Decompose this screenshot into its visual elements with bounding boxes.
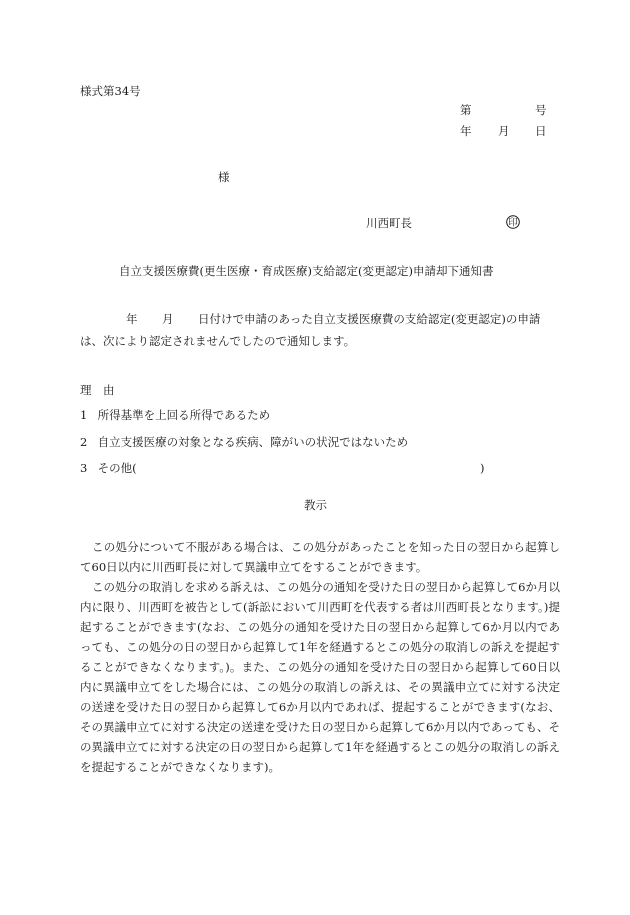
intro-line-2: は、次により認定されませんでしたので通知します。 [80, 334, 356, 348]
reason-text: 自立支援医療の対象となる疾病、障がいの状況ではないため [97, 435, 409, 449]
notice-heading: 教示 [304, 498, 327, 512]
reason-text: その他( [97, 461, 137, 475]
notice-paragraph-2: この処分の取消しを求める訴えは、この処分の通知を受けた日の翌日から起算して6か月以内に限り、川西町を被告として(訴訟において川西町を代表する者は川西町長となります。)提起することができます(なお、この処分の通知を受けた日の翌日から起算して6か月以内であっても、この処分の日の翌日から起算して1年を経過するとこの処分の取消しの訴えを提起することができなくなります。)。また、この処分の通知を受けた日の翌日から起算して60日以内に異議申立てをした場合には、この処分の取消しの訴えは、その異議申立てに対する決定の送達を受けた日の翌日から起算して6か月以内であれば、提起することができます(なお、その異議申立てに対する決定の送達を受けた日の翌日から起算して6か月以内であっても、その異議申立てに対する決定の日の翌日から起算して1年を経過するとこの処分の取消しの訴えを提起することができなくなります)。 [80, 580, 560, 774]
reason-heading: 理 由 [80, 383, 115, 397]
sender-name: 川西町長 [366, 216, 412, 230]
reason-number: 2 [80, 435, 88, 449]
date-day: 日 [535, 124, 547, 138]
addressee-suffix: 様 [218, 170, 230, 184]
reason-item-1 [80, 410, 270, 422]
date-year: 年 [460, 124, 472, 138]
reason-item-2 [80, 437, 408, 449]
seal-mark [506, 215, 520, 229]
reason-item-3 [80, 463, 137, 475]
intro-year: 年 [126, 312, 138, 326]
doc-number-suffix: 号 [535, 103, 547, 117]
doc-number-prefix: 第 [460, 103, 472, 117]
intro-line-1: 日付けで申請のあった自立支援医療費の支給認定(変更認定)の申請 [198, 312, 541, 326]
seal-label: 印 [508, 217, 518, 229]
form-number: 様式第34号 [80, 84, 141, 98]
reason-number: 1 [80, 408, 88, 422]
document-title: 自立支援医療費(更生医療・育成医療)支給認定(変更認定)申請却下通知書 [119, 264, 494, 278]
date-month: 月 [498, 124, 510, 138]
notice-paragraph-1: この処分について不服がある場合は、この処分があったことを知った日の翌日から起算して60日以内に川西町長に対して異議申立てをすることができます。 [80, 540, 560, 574]
reason-other-close: ) [480, 461, 485, 475]
reason-text: 所得基準を上回る所得であるため [97, 408, 271, 422]
reason-number: 3 [80, 461, 88, 475]
intro-month: 月 [162, 312, 174, 326]
